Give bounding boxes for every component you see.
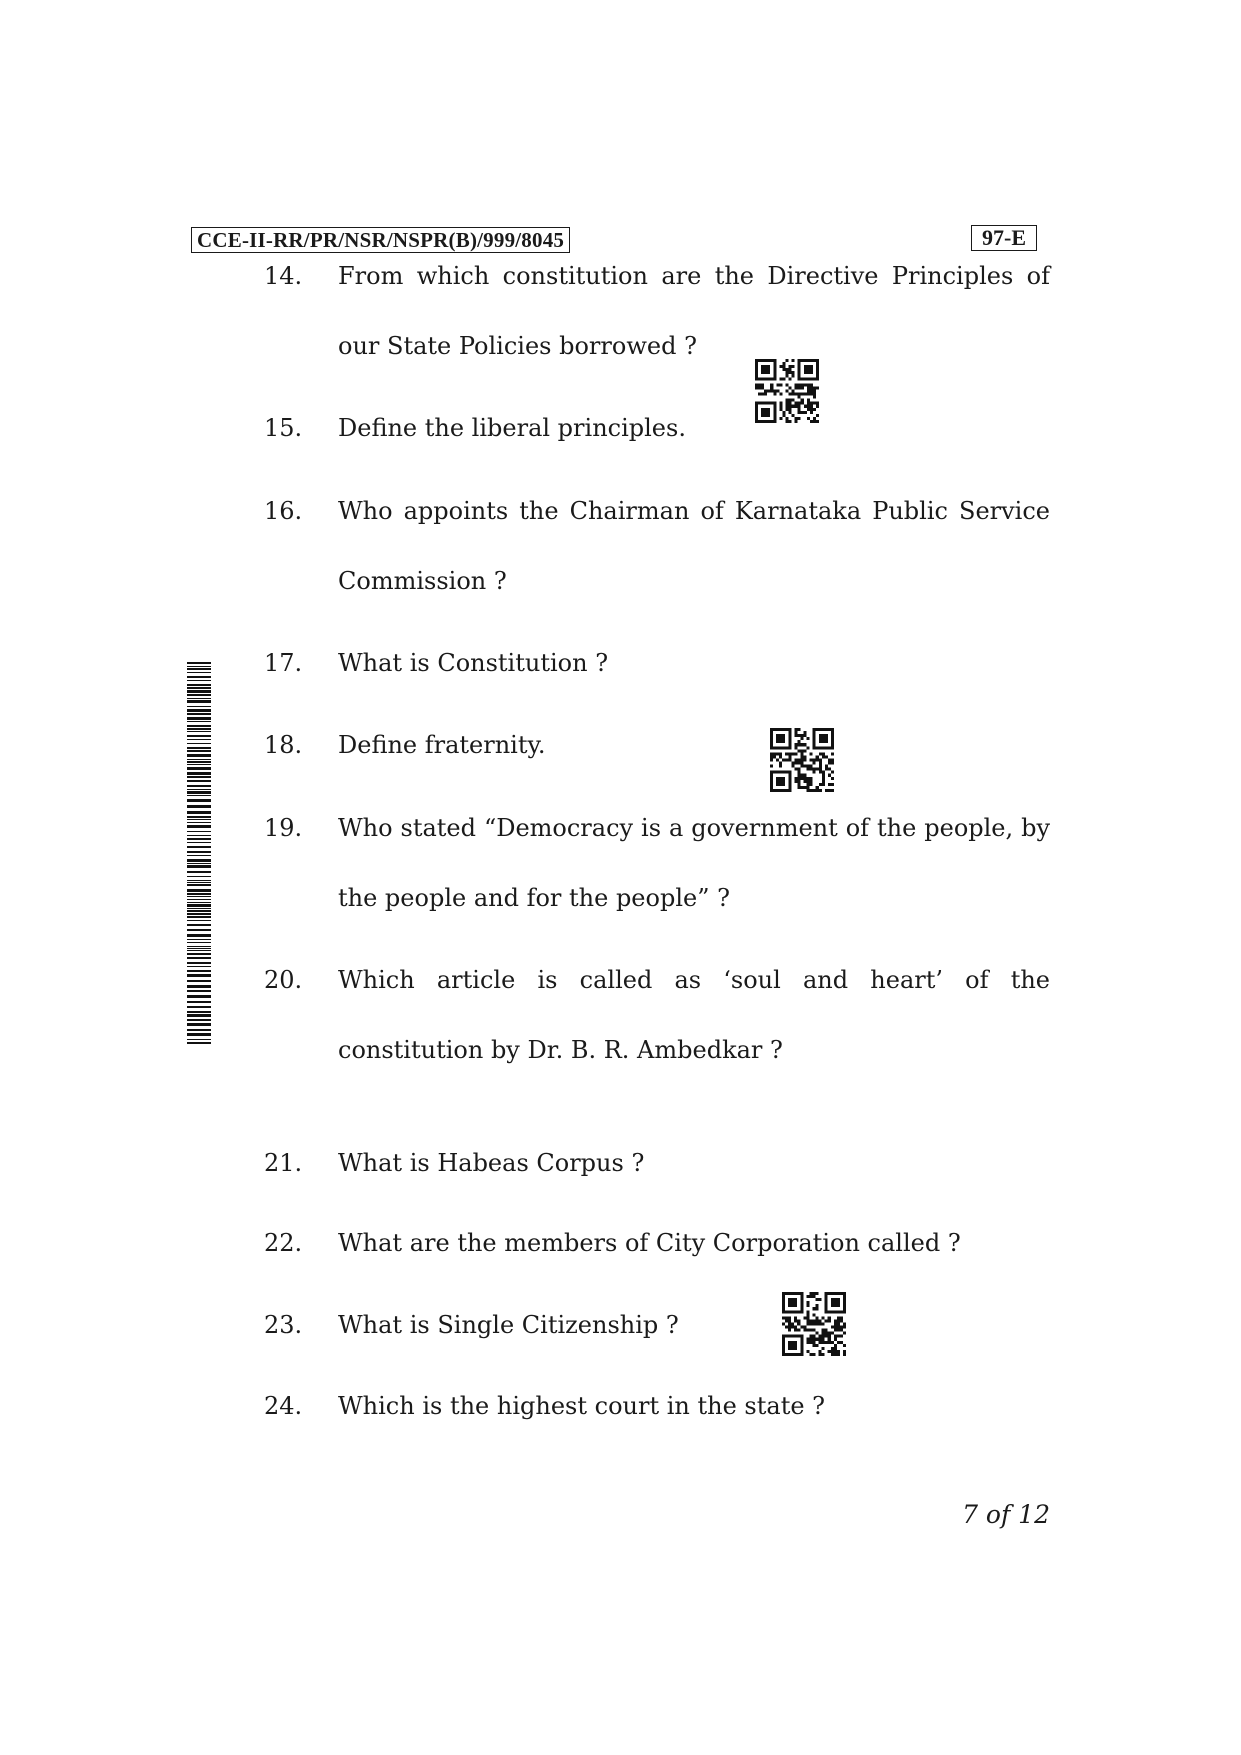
question-number: 16. — [264, 497, 303, 525]
question-paper-code: CCE-II-RR/PR/NSR/NSPR(B)/999/8045 — [191, 227, 570, 253]
question-number: 24. — [264, 1392, 303, 1420]
barcode — [187, 662, 211, 1045]
page-number: 7 of 12 — [962, 1500, 1050, 1529]
question-number: 18. — [264, 731, 303, 759]
qr-code — [782, 1292, 846, 1356]
question-number: 21. — [264, 1149, 303, 1177]
question-number: 22. — [264, 1229, 303, 1257]
qr-code — [755, 359, 819, 423]
question-text: constitution by Dr. B. R. Ambedkar ? — [338, 1036, 783, 1064]
question-number: 17. — [264, 649, 303, 677]
question-text: From which constitution are the Directive Principles of — [338, 262, 1050, 290]
qr-code — [770, 728, 834, 792]
question-text: Which is the highest court in the state ? — [338, 1392, 826, 1420]
question-text: the people and for the people” ? — [338, 884, 730, 912]
question-number: 19. — [264, 814, 303, 842]
question-text: Who stated “Democracy is a government of the people, by — [338, 814, 1050, 842]
question-text: What is Constitution ? — [338, 649, 609, 677]
question-text: What is Habeas Corpus ? — [338, 1149, 645, 1177]
question-number: 14. — [264, 262, 303, 290]
question-text: Commission ? — [338, 567, 507, 595]
question-text: Who appoints the Chairman of Karnataka Public Service — [338, 497, 1050, 525]
question-text: our State Policies borrowed ? — [338, 332, 697, 360]
question-number: 15. — [264, 414, 303, 442]
question-number: 20. — [264, 966, 303, 994]
question-text: What is Single Citizenship ? — [338, 1311, 679, 1339]
question-text: Define fraternity. — [338, 731, 546, 759]
question-text: Which article is called as ‘soul and heart’ of the — [338, 966, 1050, 994]
question-text: Define the liberal principles. — [338, 414, 686, 442]
paper-code-box: 97-E — [971, 225, 1037, 251]
question-number: 23. — [264, 1311, 303, 1339]
question-text: What are the members of City Corporation called ? — [338, 1229, 961, 1257]
